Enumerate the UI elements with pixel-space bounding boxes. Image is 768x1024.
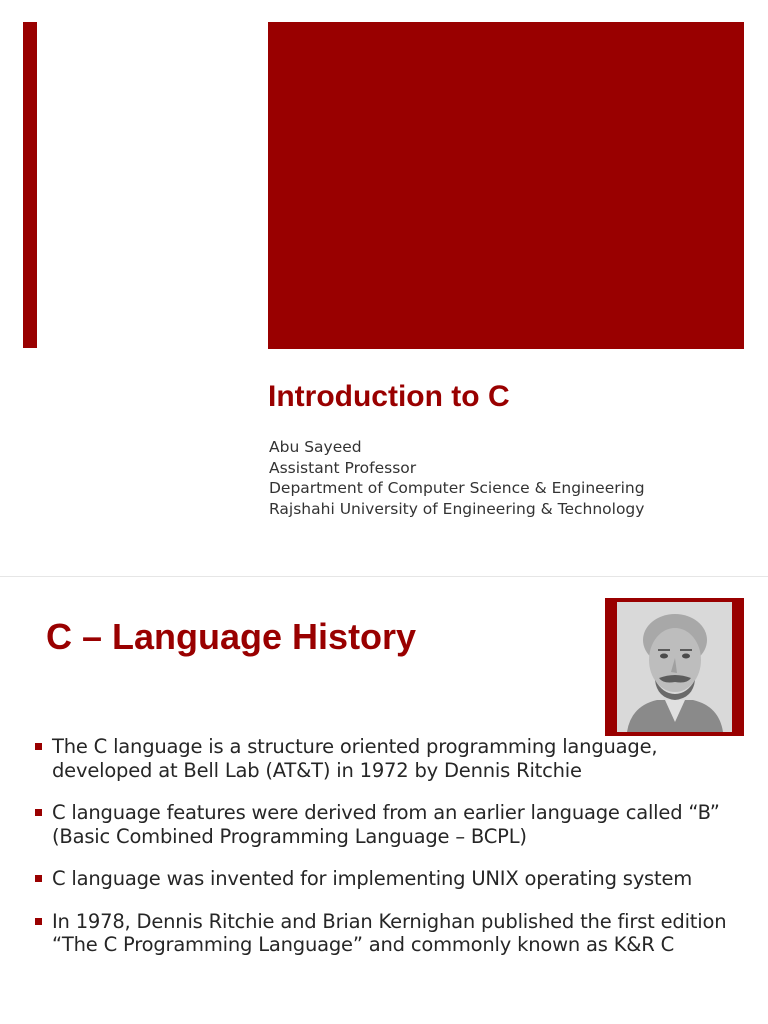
- author-position: Assistant Professor: [269, 458, 417, 477]
- square-bullet-icon: [35, 875, 42, 882]
- photo-frame: [605, 598, 744, 736]
- square-bullet-icon: [35, 743, 42, 750]
- bullet-text: C language was invented for implementing UNIX operating system: [52, 867, 693, 890]
- history-bullet-list: [34, 735, 744, 976]
- list-item: [34, 910, 744, 957]
- portrait-icon: [617, 602, 732, 732]
- list-item: [34, 867, 744, 891]
- history-slide: [0, 577, 768, 1024]
- title-color-block: [268, 22, 744, 349]
- accent-bar: [23, 22, 37, 348]
- square-bullet-icon: [35, 918, 42, 925]
- author-name: Abu Sayeed: [269, 438, 362, 456]
- list-item: [34, 801, 744, 848]
- bullet-text: The C language is a structure oriented programming language, developed at Bell Lab (AT&T) in 1972 by Dennis Ritchie: [52, 735, 658, 782]
- square-bullet-icon: [35, 809, 42, 816]
- author-department: Department of Computer Science & Engineering: [269, 479, 645, 497]
- slide-title: C – Language History: [46, 616, 417, 657]
- portrait-photo: [617, 602, 732, 732]
- slide-title: Introduction to C: [268, 380, 510, 413]
- author-info: [269, 437, 645, 519]
- bullet-text: C language features were derived from an earlier language called “B” (Basic Combined Programming Language – BCPL): [52, 801, 720, 848]
- bullet-text: In 1978, Dennis Ritchie and Brian Kernighan published the first edition “The C Programming Language” and commonly known as K&R C: [52, 909, 727, 956]
- list-item: [34, 735, 744, 782]
- author-university: Rajshahi University of Engineering & Technology: [269, 499, 645, 518]
